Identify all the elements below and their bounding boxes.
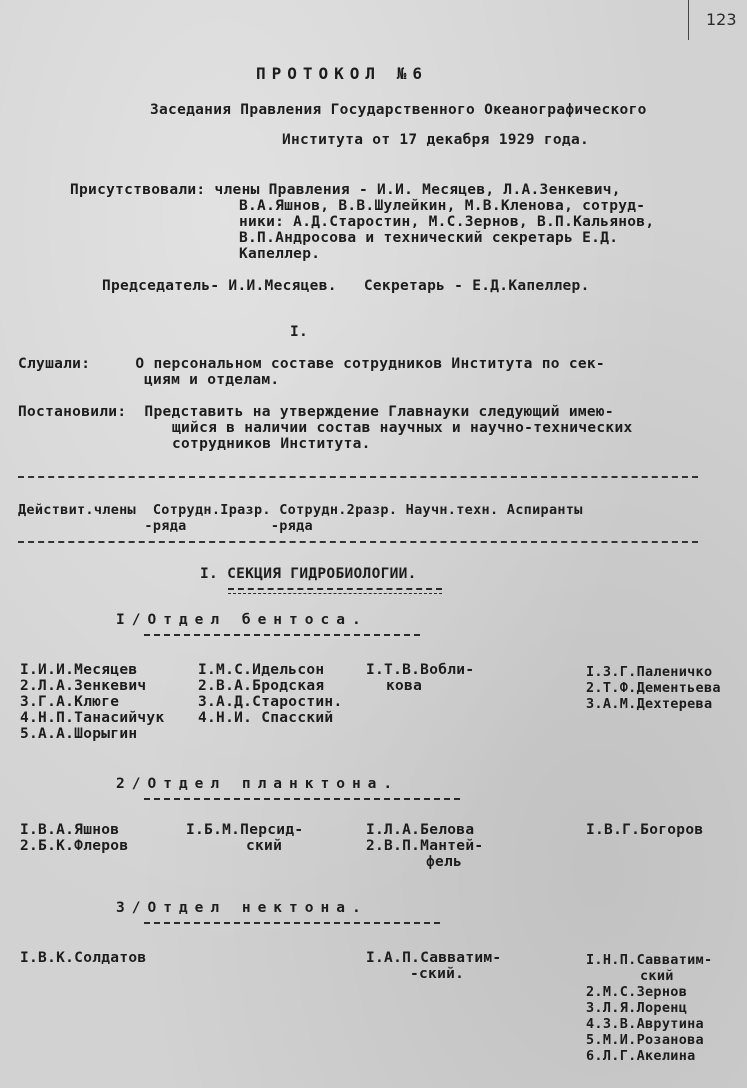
- dept1-col1-item-4: 4.Н.П.Танасийчук: [20, 710, 165, 726]
- header-line-1: Заседания Правления Государственного Океанографического: [150, 102, 647, 118]
- dept1-col1-item-3: 3.Г.А.Клюге: [20, 694, 120, 710]
- protocol-title: ПРОТОКОЛ №6: [256, 64, 428, 83]
- chair-secretary-line: Председатель- И.И.Месяцев. Секретарь - Е.Д.Капеллер.: [102, 278, 590, 294]
- attendance-line-3: ники: А.Д.Старостин, М.С.Зернов, В.П.Кальянов,: [239, 214, 655, 230]
- dept1-col2-item-3: 3.А.Д.Старостин.: [198, 694, 343, 710]
- dept1-col5-item-1: I.З.Г.Паленичко: [586, 664, 713, 680]
- attendance-line-4: В.П.Андросова и технический секретарь Е.Д.: [239, 230, 619, 246]
- dept1-col2-item-2: 2.В.А.Бродская: [198, 678, 325, 694]
- dept2-title: 2/Отдел планктона.: [116, 776, 400, 792]
- columns-header-line-1: Действит.члены Сотрудн.Iразр. Сотрудн.2разр. Научн.техн. Аспиранты: [18, 502, 583, 518]
- section-title: I. СЕКЦИЯ ГИДРОБИОЛОГИИ.: [200, 566, 417, 582]
- dept1-col2-item-1: I.М.С.Идельсон: [198, 662, 325, 678]
- dept3-col5-item-4: 3.Л.Я.Лоренц: [586, 1000, 688, 1016]
- dept3-underline: [144, 922, 440, 924]
- dept1-col1-item-2: 2.Л.А.Зенкевич: [20, 678, 147, 694]
- dept2-underline: [144, 798, 460, 800]
- dept2-col3-item-1: I.Л.А.Белова: [366, 822, 475, 838]
- dept3-col5-item-7: 6.Л.Г.Акелина: [586, 1048, 696, 1064]
- dept2-col1-item-1: I.В.А.Яшнов: [20, 822, 120, 838]
- dept1-col5-item-3: 3.А.М.Дехтерева: [586, 696, 713, 712]
- dept1-title: I/Отдел бентоса.: [116, 612, 368, 628]
- dept1-col3-item-1: I.Т.В.Вобли-: [366, 662, 475, 678]
- resolved-line-2: щийся в наличии состав научных и научно-технических: [172, 420, 633, 436]
- dept3-col5-item-6: 5.М.И.Розанова: [586, 1032, 704, 1048]
- attendance-line-1: Присутствовали: члены Правления - И.И. Месяцев, Л.А.Зенкевич,: [70, 182, 621, 198]
- dept2-col5-item-1: I.В.Г.Богоров: [586, 822, 704, 838]
- dept2-col3-item-3: фель: [426, 854, 463, 870]
- resolved-line-3: сотрудников Института.: [172, 436, 371, 452]
- heard-line-1: Слушали: О персональном составе сотрудников Института по сек-: [18, 356, 605, 372]
- dept2-col2-item-1: I.Б.М.Персид-: [186, 822, 304, 838]
- dept3-col5-item-5: 4.З.В.Аврутина: [586, 1016, 704, 1032]
- dept3-col5-item-3: 2.М.С.Зернов: [586, 984, 688, 1000]
- dept2-col2-item-2: ский: [246, 838, 283, 854]
- separator-dashed-1: [18, 476, 698, 478]
- page-corner-mark: [688, 0, 689, 40]
- dept3-col3-item-1: I.А.П.Савватим-: [366, 950, 502, 966]
- attendance-line-5: Капеллер.: [239, 246, 321, 262]
- page-number: 123: [706, 10, 737, 29]
- header-line-2: Института от 17 декабря 1929 года.: [282, 132, 590, 148]
- dept1-col1-item-5: 5.А.А.Шорыгин: [20, 726, 138, 742]
- dept1-col1-item-1: I.И.И.Месяцев: [20, 662, 138, 678]
- section-numeral: I.: [290, 324, 309, 340]
- dept1-underline: [144, 634, 420, 636]
- heard-line-2: циям и отделам.: [144, 372, 280, 388]
- section-title-underline-1: [228, 588, 442, 590]
- dept3-title: 3/Отдел нектона.: [116, 900, 368, 916]
- dept2-col1-item-2: 2.Б.К.Флеров: [20, 838, 129, 854]
- dept3-col1-item-1: I.В.К.Солдатов: [20, 950, 147, 966]
- dept1-col5-item-2: 2.Т.Ф.Дементьева: [586, 680, 721, 696]
- dept3-col5-item-1: I.Н.П.Савватим-: [586, 952, 713, 968]
- section-title-underline-2: [228, 593, 442, 594]
- resolved-line-1: Постановили: Представить на утверждение Главнауки следующий имею-: [18, 404, 614, 420]
- separator-dashed-2: [18, 541, 698, 543]
- dept3-col5-item-2: ский: [640, 968, 674, 984]
- attendance-line-2: В.А.Яшнов, В.В.Шулейкин, М.В.Кленова, сотруд-: [239, 198, 646, 214]
- dept1-col3-item-2: кова: [386, 678, 423, 694]
- dept1-col2-item-4: 4.Н.И. Спасский: [198, 710, 334, 726]
- dept2-col3-item-2: 2.В.П.Мантей-: [366, 838, 484, 854]
- columns-header-line-2: -ряда -ряда: [18, 518, 313, 534]
- dept3-col3-item-2: -ский.: [410, 966, 465, 982]
